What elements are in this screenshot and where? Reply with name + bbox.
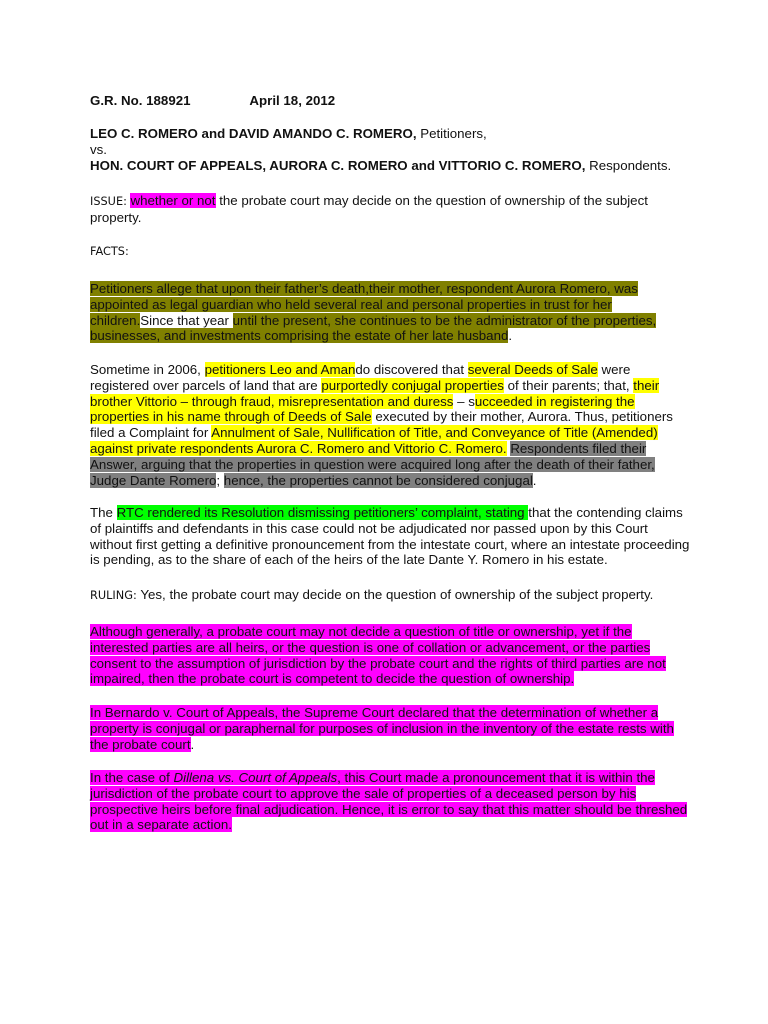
facts-p2-text: executed by their mother, Aurora. Thus, petitioners filed a Complaint for bbox=[90, 409, 673, 441]
ruling-paragraph-1 bbox=[90, 624, 690, 687]
ruling-p2-end: . bbox=[190, 736, 195, 752]
ruling-text: Yes, the probate court may decide on the question of ownership of the subject property. bbox=[140, 587, 654, 602]
petitioners-names: LEO C. ROMERO and DAVID AMANDO C. ROMERO, bbox=[90, 126, 417, 141]
issue-text: the probate court may decide on the question of ownership of the subject property. bbox=[90, 193, 648, 225]
facts-p1-highlight-a: Petitioners allege that upon their father’s death,their mother, respondent Aurora Romero, was appointed as legal guardian who held several real and personal properties in trust for her children. bbox=[90, 281, 638, 328]
respondents-names: HON. COURT OF APPEALS, AURORA C. ROMERO and VITTORIO C. ROMERO, bbox=[90, 157, 586, 173]
facts-paragraph-1 bbox=[90, 281, 690, 344]
facts-p2-highlight: petitioners Leo and Aman bbox=[204, 362, 356, 377]
respondents-line bbox=[90, 158, 690, 174]
ruling-p3-highlight-b: , this Court made a pronouncement that it is within the jurisdiction of the probate court to approve the sale of properties of a deceased person by his prospective heirs before final adjudication. Hence, it is error to say that this matter should be threshed out in a separate action. bbox=[90, 770, 688, 833]
gr-number: G.R. No. 188921 bbox=[90, 93, 191, 108]
facts-p2-text: of their parents; that, bbox=[503, 377, 634, 393]
ruling-paragraph-3 bbox=[90, 770, 690, 833]
issue-highlight: whether or not bbox=[130, 193, 216, 208]
facts-p1-end: . bbox=[508, 328, 513, 344]
ruling-paragraph bbox=[90, 587, 690, 604]
parties-block bbox=[90, 126, 690, 173]
respondents-label: Respondents. bbox=[585, 157, 672, 173]
facts-p3-highlight: RTC rendered its Resolution dismissing petitioners’ complaint, stating bbox=[116, 505, 529, 520]
facts-p1-highlight-b: until the present, she continues to be the administrator of the properties, businesses, and investments comprising the estate of her late husband bbox=[90, 312, 657, 344]
petitioners-line bbox=[90, 126, 690, 142]
facts-p2-text: . bbox=[532, 472, 537, 488]
case-header bbox=[90, 93, 690, 109]
facts-paragraph-3 bbox=[90, 505, 690, 568]
facts-p2-text: do discovered that bbox=[355, 362, 468, 377]
versus-line: vs. bbox=[90, 141, 107, 157]
facts-p3-text: that the contending claims of plaintiffs and defendants in this case could not be adjudicated nor passed upon by this Court without first getting a definitive pronouncement from the intestate court, where an intestate proceeding is pending, as to the share of each of the heirs of the late Dante Y. Romero in his estate. bbox=[90, 505, 690, 568]
facts-p2-gray-highlight: hence, the properties cannot be considered conjugal bbox=[223, 472, 533, 488]
facts-p2-text: were registered over parcels of land that are bbox=[90, 362, 631, 393]
facts-p2-highlight: several Deeds of Sale bbox=[467, 362, 598, 377]
issue-paragraph bbox=[90, 193, 690, 226]
decision-date: April 18, 2012 bbox=[249, 93, 336, 108]
facts-paragraph-2 bbox=[90, 362, 690, 488]
facts-p2-gray-highlight: Respondents filed their Answer, arguing that the properties in question were acquired long after the death of their father, Judge Dante Romero bbox=[90, 440, 655, 488]
facts-p2-text: Sometime in 2006, bbox=[90, 362, 205, 377]
facts-p2-highlight: their brother Vittorio – through fraud, misrepresentation and duress bbox=[90, 377, 660, 409]
facts-p2-text: – s bbox=[453, 393, 475, 409]
facts-label: FACTS: bbox=[90, 245, 129, 258]
case-citation: Dillena vs. Court of Appeals bbox=[173, 770, 338, 785]
facts-p3-text: The bbox=[90, 505, 117, 520]
petitioners-label: Petitioners, bbox=[416, 126, 487, 141]
facts-p2-highlight: ucceeded in registering the properties in his name through of Deeds of Sale bbox=[90, 393, 635, 425]
ruling-p2-highlight: In Bernardo v. Court of Appeals, the Supreme Court declared that the determination of whether a property is conjugal or paraphernal for purposes of inclusion in the inventory of the estate rests with the probate court bbox=[90, 705, 674, 752]
facts-p2-highlight: purportedly conjugal properties bbox=[321, 377, 504, 393]
ruling-p3-highlight-a: In the case of bbox=[90, 770, 174, 785]
facts-p1-plain: Since that year bbox=[140, 312, 233, 328]
ruling-paragraph-2 bbox=[90, 705, 690, 752]
facts-p2-highlight: Annulment of Sale, Nullification of Title, and Conveyance of Title (Amended) against private respondents Aurora C. Romero and Vittorio C. Romero. bbox=[90, 425, 658, 456]
issue-label: ISSUE: bbox=[90, 195, 131, 208]
facts-p2-text: ; bbox=[216, 472, 224, 488]
ruling-label: RULING: bbox=[90, 589, 141, 602]
ruling-p1-highlight: Although generally, a probate court may not decide a question of title or ownership, yet if the interested parties are all heirs, or the question is one of collation or advancement, or the parties consent to the assumption of jurisdiction by the probate court and the rights of third parties are not impaired, then the probate court is competent to decide the question of ownership. bbox=[90, 624, 666, 687]
